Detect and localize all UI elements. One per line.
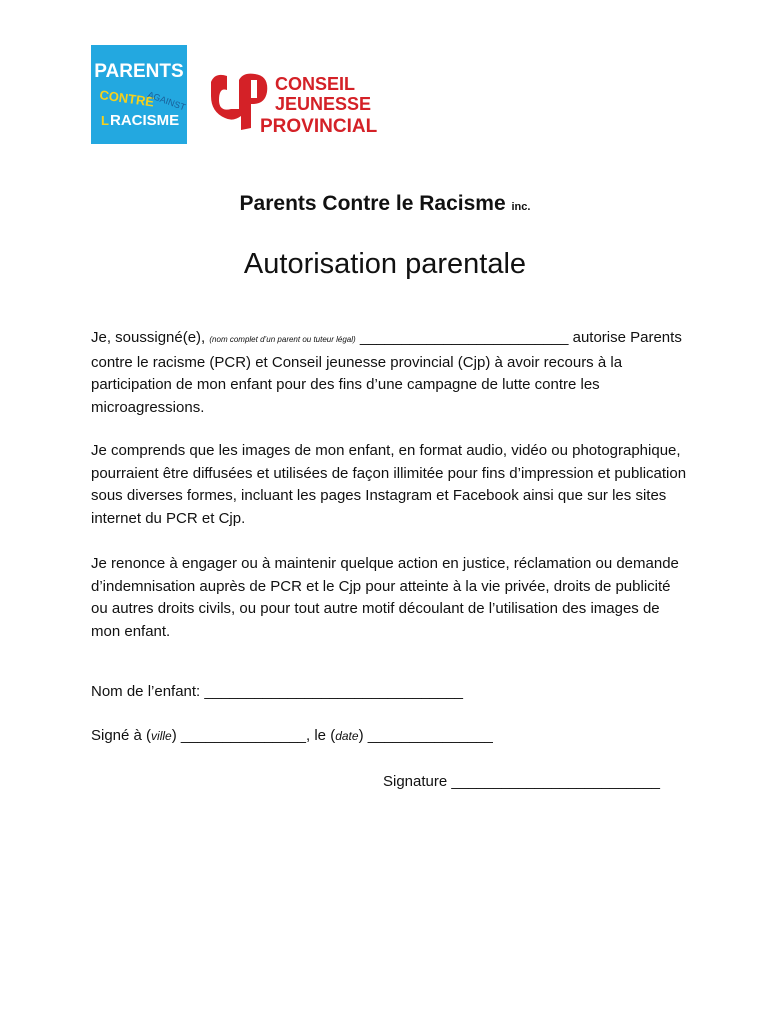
signature-field: Signature _________________________ [383, 773, 660, 790]
pcr-logo-line3: AGAINST [146, 89, 187, 113]
signed-mid: ) _______________, le ( [171, 727, 336, 744]
cjp-logo-line3: PROVINCIAL [260, 116, 378, 137]
cjp-logo-line1: CONSEIL [275, 74, 356, 94]
pcr-logo-line4: L [101, 113, 109, 128]
page-title: Autorisation parentale [243, 248, 527, 280]
pcr-logo-line1: PARENTS [94, 61, 184, 82]
guardian-name-note: (nom complet d’un parent ou tuteur légal) [209, 335, 356, 344]
organization-name [0, 192, 770, 216]
cjp-logo [205, 70, 405, 140]
organization-suffix: inc. [511, 201, 531, 213]
authorization-start: Je, soussigné(e), [91, 329, 210, 346]
image-usage-paragraph: Je comprends que les images de mon enfant, en format audio, vidéo ou photographique, pourraient être diffusées et utilisées de façon illimitée pour fins d’impression et publication sous diverses formes, incluant les pages Instagram et Facebook ainsi que sur les sites internet du PCR et Cjp. [91, 442, 687, 527]
child-name-field: Nom de l’enfant: _______________________________ [91, 683, 464, 700]
organization-name-text: Parents Contre le Racisme [239, 192, 506, 215]
pcr-logo-line5: RACISME [110, 112, 180, 129]
authorization-paragraph [91, 327, 691, 419]
pcr-logo [91, 45, 187, 144]
city-label: ville [151, 729, 172, 743]
date-label: date [335, 729, 359, 743]
pcr-logo-line2: CONTRE [98, 87, 156, 110]
authorization-rest: _________________________ autorise Parents contre le racisme (PCR) et Conseil jeunesse provincial (Cjp) à avoir recours à la participation de mon enfant pour des fins d’une campagne de lutte contre les microagressions. [91, 329, 682, 416]
signed-prefix: Signé à ( [91, 727, 152, 744]
signed-end: ) _______________ [358, 727, 493, 744]
waiver-paragraph: Je renonce à engager ou à maintenir quelque action en justice, réclamation ou demande d’indemnisation auprès de PCR et le Cjp pour atteinte à la vie privée, droits de publicité ou autres droits civils, ou pour tout autre motif découlant de l’utilisation des images de mon enfant. [91, 555, 679, 640]
signed-location-date-field [91, 727, 493, 744]
cjp-logo-line2: JEUNESSE [275, 94, 372, 114]
